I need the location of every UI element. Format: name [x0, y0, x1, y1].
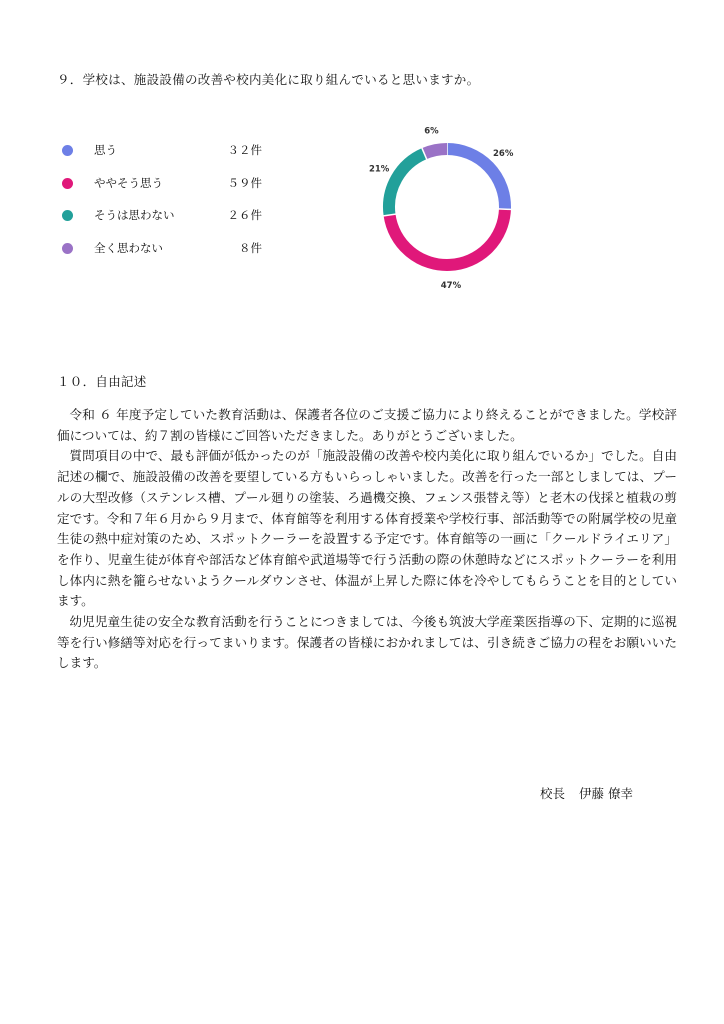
chart-legend [62, 140, 282, 270]
legend-label: 全く思わない [94, 240, 163, 255]
slice-disagree [389, 154, 424, 215]
question-9-title: ９．学校は、施設設備の改善や校内美化に取り組んでいると思いますか。 [57, 72, 480, 87]
legend-swatch [62, 145, 73, 156]
legend-item-agree [62, 140, 282, 173]
legend-count: ５９件 [227, 175, 262, 190]
legend-swatch [62, 178, 73, 189]
donut-chart [350, 120, 550, 295]
signature-name: 伊藤 僚幸 [579, 786, 633, 801]
legend-item-disagree [62, 205, 282, 238]
legend-count: ８件 [239, 240, 262, 255]
slice-separator [498, 209, 512, 210]
legend-label: そうは思わない [94, 208, 175, 222]
signature [540, 784, 633, 802]
legend-count: ２６件 [227, 208, 262, 222]
slice-label: 26% [493, 148, 514, 159]
legend-label: 思う [94, 143, 117, 157]
paragraph-3: 幼児児童生徒の安全な教育活動を行うことにつきましては、今後も筑波大学産業医指導の下、定期的に巡視等を行い修繕等対応を行ってまいります。保護者の皆様におかれましては、引き続きご協力の程をお願いいたします。 [57, 614, 677, 671]
legend-item-somewhat-agree [62, 173, 282, 206]
question-10-title: １０．自由記述 [57, 374, 147, 389]
signature-role: 校長 [540, 786, 566, 801]
legend-count: ３２件 [227, 143, 262, 157]
legend-label: ややそう思う [94, 175, 163, 190]
legend-swatch [62, 243, 73, 254]
legend-swatch [62, 210, 73, 221]
slice-label: 6% [424, 126, 439, 137]
paragraph-1: 令和 ６ 年度予定していた教育活動は、保護者各位のご支援ご協力により終えることができました。学校評価については、約７割の皆様にご回答いただきました。ありがとうございました。 [57, 407, 677, 443]
slice-strongly-disagree [424, 149, 447, 154]
free-comment-body [57, 405, 677, 674]
slice-somewhat-agree [390, 209, 505, 265]
slice-label: 47% [440, 280, 462, 291]
legend-item-strongly-disagree [62, 238, 282, 271]
slice-label: 21% [368, 164, 390, 175]
paragraph-2: 質問項目の中で、最も評価が低かったのが「施設設備の改善や校内美化に取り組んでいるか」でした。自由記述の欄で、施設設備の改善を要望している方もいらっしゃいました。改善を行った一部としましては、プールの大型改修（ステンレス槽、プール廻りの塗装、ろ過機交換、フェンス張替え等）と老木の伐採と植栽の剪定です。令和７年６月から９月まで、体育館等を利用する体育授業や学校行事、部活動等での附属学校の児童生徒の熱中症対策のため、スポットクーラーを設置する予定です。体育館等の一画に「クールドライエリア」を作り、児童生徒が体育や部活など体育館や武道場等で行う活動の際の休憩時などにスポットクーラーを利用し体内に熱を籠らせないようクールダウンさせ、体温が上昇した際に体を冷やしてもらうことを目的としています。 [57, 448, 677, 609]
